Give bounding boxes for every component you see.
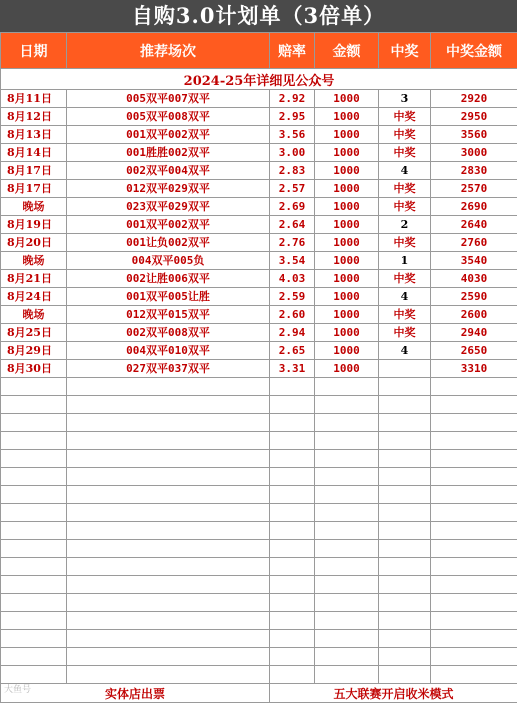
empty-rows (1, 378, 517, 684)
row-payout: 2920 (431, 90, 517, 108)
header-row (1, 33, 517, 69)
empty-cell (431, 522, 517, 540)
row-payout: 2950 (431, 108, 517, 126)
header-payout: 中奖金额 (431, 33, 517, 69)
row-date: 8月25日 (1, 324, 67, 342)
table-row (1, 360, 517, 378)
row-hit: 中奖 (379, 234, 431, 252)
table-row (1, 252, 517, 270)
empty-cell (67, 540, 270, 558)
empty-row (1, 486, 517, 504)
empty-cell (67, 450, 270, 468)
sheet-title: 自购3.0计划单（3倍单） (0, 0, 517, 32)
row-date: 晚场 (1, 252, 67, 270)
table-row (1, 90, 517, 108)
empty-row (1, 630, 517, 648)
row-odds: 2.95 (270, 108, 315, 126)
table-row (1, 234, 517, 252)
row-hit: 中奖 (379, 108, 431, 126)
empty-cell (431, 396, 517, 414)
row-date: 8月21日 (1, 270, 67, 288)
header-match: 推荐场次 (67, 33, 270, 69)
row-amount: 1000 (315, 270, 379, 288)
row-date: 8月30日 (1, 360, 67, 378)
row-payout: 4030 (431, 270, 517, 288)
subtitle: 2024-25年详细见公众号 (1, 69, 517, 90)
empty-cell (270, 612, 315, 630)
row-match: 002双平008双平 (67, 324, 270, 342)
empty-row (1, 648, 517, 666)
empty-cell (431, 414, 517, 432)
row-odds: 3.00 (270, 144, 315, 162)
row-odds: 2.83 (270, 162, 315, 180)
empty-cell (270, 378, 315, 396)
table-row (1, 288, 517, 306)
table-row (1, 270, 517, 288)
row-hit: 4 (379, 342, 431, 360)
empty-cell (1, 432, 67, 450)
empty-cell (270, 414, 315, 432)
table-row (1, 306, 517, 324)
row-payout: 2590 (431, 288, 517, 306)
empty-row (1, 432, 517, 450)
empty-cell (1, 504, 67, 522)
empty-cell (431, 630, 517, 648)
header-hit: 中奖 (379, 33, 431, 69)
row-date: 8月13日 (1, 126, 67, 144)
empty-cell (315, 630, 379, 648)
row-hit: 中奖 (379, 144, 431, 162)
empty-cell (1, 648, 67, 666)
row-match: 023双平029双平 (67, 198, 270, 216)
empty-cell (431, 612, 517, 630)
empty-row (1, 540, 517, 558)
table-row (1, 324, 517, 342)
subtitle-row (1, 69, 517, 90)
empty-cell (315, 468, 379, 486)
empty-cell (379, 612, 431, 630)
row-amount: 1000 (315, 90, 379, 108)
empty-row (1, 666, 517, 684)
empty-cell (379, 378, 431, 396)
row-match: 001双平002双平 (67, 216, 270, 234)
row-payout: 2640 (431, 216, 517, 234)
empty-cell (379, 594, 431, 612)
empty-cell (431, 450, 517, 468)
empty-cell (270, 396, 315, 414)
row-odds: 2.92 (270, 90, 315, 108)
empty-cell (1, 558, 67, 576)
empty-row (1, 504, 517, 522)
row-match: 005双平007双平 (67, 90, 270, 108)
empty-cell (315, 648, 379, 666)
row-amount: 1000 (315, 342, 379, 360)
empty-cell (315, 522, 379, 540)
watermark: 大鱼号 (4, 682, 31, 695)
empty-cell (431, 558, 517, 576)
empty-cell (67, 522, 270, 540)
header-odds: 赔率 (270, 33, 315, 69)
empty-cell (379, 414, 431, 432)
row-odds: 2.59 (270, 288, 315, 306)
empty-cell (315, 378, 379, 396)
empty-cell (270, 648, 315, 666)
row-hit: 4 (379, 288, 431, 306)
row-hit (379, 360, 431, 378)
empty-cell (431, 594, 517, 612)
empty-cell (315, 486, 379, 504)
row-match: 005双平008双平 (67, 108, 270, 126)
empty-cell (1, 414, 67, 432)
row-amount: 1000 (315, 126, 379, 144)
row-hit: 中奖 (379, 180, 431, 198)
row-date: 8月19日 (1, 216, 67, 234)
table-row (1, 198, 517, 216)
empty-cell (67, 414, 270, 432)
empty-cell (315, 432, 379, 450)
row-date: 8月24日 (1, 288, 67, 306)
empty-cell (67, 486, 270, 504)
row-hit: 中奖 (379, 126, 431, 144)
empty-cell (379, 648, 431, 666)
empty-row (1, 468, 517, 486)
empty-cell (67, 576, 270, 594)
empty-cell (270, 450, 315, 468)
empty-row (1, 396, 517, 414)
empty-cell (67, 648, 270, 666)
empty-cell (1, 666, 67, 684)
empty-cell (431, 576, 517, 594)
row-date: 8月17日 (1, 180, 67, 198)
empty-cell (315, 396, 379, 414)
empty-cell (315, 576, 379, 594)
row-hit: 3 (379, 90, 431, 108)
row-hit: 1 (379, 252, 431, 270)
empty-cell (379, 540, 431, 558)
row-match: 004双平005负 (67, 252, 270, 270)
empty-cell (431, 540, 517, 558)
empty-cell (315, 540, 379, 558)
empty-cell (431, 468, 517, 486)
empty-cell (67, 612, 270, 630)
empty-cell (431, 648, 517, 666)
row-payout: 2650 (431, 342, 517, 360)
empty-cell (379, 396, 431, 414)
empty-cell (379, 486, 431, 504)
empty-cell (1, 396, 67, 414)
row-hit: 中奖 (379, 306, 431, 324)
row-amount: 1000 (315, 144, 379, 162)
empty-cell (270, 504, 315, 522)
row-date: 8月12日 (1, 108, 67, 126)
empty-cell (67, 468, 270, 486)
empty-cell (1, 378, 67, 396)
table-row (1, 108, 517, 126)
empty-cell (1, 540, 67, 558)
empty-row (1, 576, 517, 594)
empty-cell (379, 522, 431, 540)
empty-cell (315, 666, 379, 684)
empty-cell (315, 594, 379, 612)
row-date: 8月14日 (1, 144, 67, 162)
row-payout: 3560 (431, 126, 517, 144)
empty-cell (379, 468, 431, 486)
empty-cell (431, 486, 517, 504)
row-payout: 3310 (431, 360, 517, 378)
empty-cell (379, 576, 431, 594)
row-hit: 中奖 (379, 198, 431, 216)
row-hit: 中奖 (379, 270, 431, 288)
table-row (1, 144, 517, 162)
empty-cell (270, 594, 315, 612)
row-odds: 2.94 (270, 324, 315, 342)
empty-cell (270, 540, 315, 558)
empty-cell (315, 612, 379, 630)
row-match: 002让胜006双平 (67, 270, 270, 288)
row-match: 002双平004双平 (67, 162, 270, 180)
row-odds: 2.69 (270, 198, 315, 216)
row-amount: 1000 (315, 198, 379, 216)
row-date: 8月20日 (1, 234, 67, 252)
row-amount: 1000 (315, 108, 379, 126)
empty-cell (379, 432, 431, 450)
empty-cell (379, 558, 431, 576)
table-row (1, 162, 517, 180)
empty-cell (270, 558, 315, 576)
empty-cell (67, 378, 270, 396)
empty-cell (67, 396, 270, 414)
row-amount: 1000 (315, 216, 379, 234)
row-amount: 1000 (315, 162, 379, 180)
empty-cell (379, 504, 431, 522)
data-rows (1, 90, 517, 378)
row-match: 001双平005让胜 (67, 288, 270, 306)
empty-cell (1, 450, 67, 468)
empty-cell (315, 450, 379, 468)
row-odds: 2.64 (270, 216, 315, 234)
footer-right: 五大联赛开启收米模式 (270, 684, 517, 703)
row-payout: 2830 (431, 162, 517, 180)
row-odds: 2.60 (270, 306, 315, 324)
row-odds: 2.76 (270, 234, 315, 252)
empty-cell (1, 612, 67, 630)
row-match: 004双平010双平 (67, 342, 270, 360)
row-amount: 1000 (315, 288, 379, 306)
row-odds: 3.56 (270, 126, 315, 144)
row-amount: 1000 (315, 180, 379, 198)
empty-cell (270, 522, 315, 540)
empty-cell (270, 468, 315, 486)
row-date: 8月11日 (1, 90, 67, 108)
row-match: 012双平029双平 (67, 180, 270, 198)
row-amount: 1000 (315, 306, 379, 324)
row-payout: 2940 (431, 324, 517, 342)
row-odds: 3.31 (270, 360, 315, 378)
row-date: 晚场 (1, 198, 67, 216)
empty-cell (379, 630, 431, 648)
empty-cell (1, 522, 67, 540)
empty-cell (67, 432, 270, 450)
row-amount: 1000 (315, 360, 379, 378)
row-odds: 3.54 (270, 252, 315, 270)
table-row (1, 126, 517, 144)
row-match: 012双平015双平 (67, 306, 270, 324)
empty-cell (315, 414, 379, 432)
row-amount: 1000 (315, 234, 379, 252)
empty-cell (431, 432, 517, 450)
empty-cell (67, 630, 270, 648)
empty-cell (315, 504, 379, 522)
empty-cell (1, 630, 67, 648)
row-odds: 4.03 (270, 270, 315, 288)
empty-cell (270, 666, 315, 684)
header-date: 日期 (1, 33, 67, 69)
empty-cell (270, 576, 315, 594)
empty-cell (67, 666, 270, 684)
empty-cell (1, 576, 67, 594)
row-match: 001胜胜002双平 (67, 144, 270, 162)
empty-cell (1, 594, 67, 612)
empty-cell (1, 468, 67, 486)
empty-cell (67, 594, 270, 612)
row-payout: 3000 (431, 144, 517, 162)
header-amount: 金额 (315, 33, 379, 69)
row-odds: 2.57 (270, 180, 315, 198)
row-date: 8月29日 (1, 342, 67, 360)
row-date: 晚场 (1, 306, 67, 324)
empty-cell (379, 666, 431, 684)
table-row (1, 342, 517, 360)
row-payout: 2760 (431, 234, 517, 252)
row-payout: 3540 (431, 252, 517, 270)
empty-cell (270, 432, 315, 450)
row-hit: 2 (379, 216, 431, 234)
row-odds: 2.65 (270, 342, 315, 360)
empty-cell (315, 558, 379, 576)
empty-cell (67, 504, 270, 522)
row-payout: 2570 (431, 180, 517, 198)
empty-row (1, 594, 517, 612)
empty-row (1, 414, 517, 432)
footer-left: 实体店出票 (105, 687, 165, 701)
empty-cell (270, 630, 315, 648)
row-date: 8月17日 (1, 162, 67, 180)
row-match: 001双平002双平 (67, 126, 270, 144)
row-hit: 4 (379, 162, 431, 180)
empty-cell (379, 450, 431, 468)
empty-cell (431, 378, 517, 396)
row-match: 001让负002双平 (67, 234, 270, 252)
empty-row (1, 522, 517, 540)
empty-row (1, 558, 517, 576)
empty-cell (431, 666, 517, 684)
row-payout: 2690 (431, 198, 517, 216)
row-hit: 中奖 (379, 324, 431, 342)
empty-cell (1, 486, 67, 504)
empty-row (1, 612, 517, 630)
empty-cell (431, 504, 517, 522)
table-row (1, 180, 517, 198)
table-row (1, 216, 517, 234)
empty-cell (67, 558, 270, 576)
empty-cell (270, 486, 315, 504)
plan-table (0, 32, 517, 703)
row-match: 027双平037双平 (67, 360, 270, 378)
row-amount: 1000 (315, 252, 379, 270)
row-amount: 1000 (315, 324, 379, 342)
empty-row (1, 450, 517, 468)
row-payout: 2600 (431, 306, 517, 324)
empty-row (1, 378, 517, 396)
